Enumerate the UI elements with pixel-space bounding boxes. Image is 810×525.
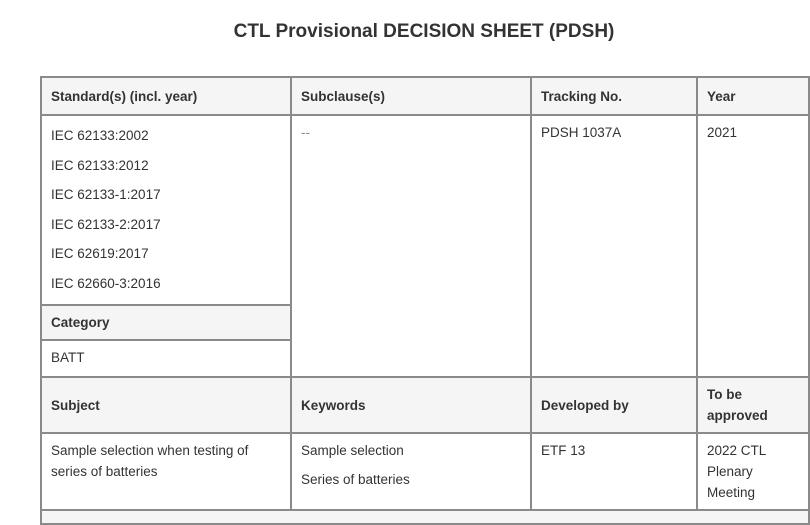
table-header-row-subject (41, 377, 809, 433)
col-header-subclauses: Subclause(s) (291, 77, 531, 115)
pdsh-table (40, 76, 810, 525)
col-header-tracking-no: Tracking No. (531, 77, 697, 115)
keyword-item: Sample selection (301, 443, 404, 458)
col-header-developed-by: Developed by (531, 377, 697, 433)
category-header-cell: Category (41, 305, 291, 340)
category-value-cell: BATT (41, 340, 291, 377)
tracking-no-cell: PDSH 1037A (531, 115, 697, 377)
table-row-standards (41, 115, 809, 305)
table-row-subject-data (41, 433, 809, 510)
year-cell: 2021 (697, 115, 809, 377)
developed-by-cell: ETF 13 (531, 433, 697, 510)
standards-cell (41, 115, 291, 305)
keyword-item: Series of batteries (301, 472, 410, 487)
col-header-keywords: Keywords (291, 377, 531, 433)
pdsh-document-page (0, 20, 810, 505)
col-header-to-be-approved: To be approved (697, 377, 809, 433)
col-header-standards: Standard(s) (incl. year) (41, 77, 291, 115)
page-title: CTL Provisional DECISION SHEET (PDSH) (233, 21, 615, 42)
standard-item: IEC 62619:2017 (51, 246, 149, 261)
subject-cell: Sample selection when testing of series of batteries (41, 433, 291, 510)
standard-item: IEC 62133-2:2017 (51, 216, 161, 232)
col-header-year: Year (697, 77, 809, 115)
table-header-row-standards (41, 77, 809, 115)
table-row-partial-next (41, 510, 809, 524)
col-header-subject: Subject (41, 377, 291, 433)
standard-item: IEC 62133:2012 (51, 157, 149, 173)
standard-item: IEC 62660-3:2016 (51, 275, 161, 291)
to-be-approved-cell: 2022 CTL Plenary Meeting (697, 433, 809, 510)
standard-item: IEC 62133:2002 (51, 128, 149, 143)
standard-item: IEC 62133-1:2017 (51, 187, 161, 202)
subclauses-cell: -- (291, 115, 531, 377)
partial-next-row-cell (41, 510, 809, 524)
keywords-cell (291, 433, 531, 510)
